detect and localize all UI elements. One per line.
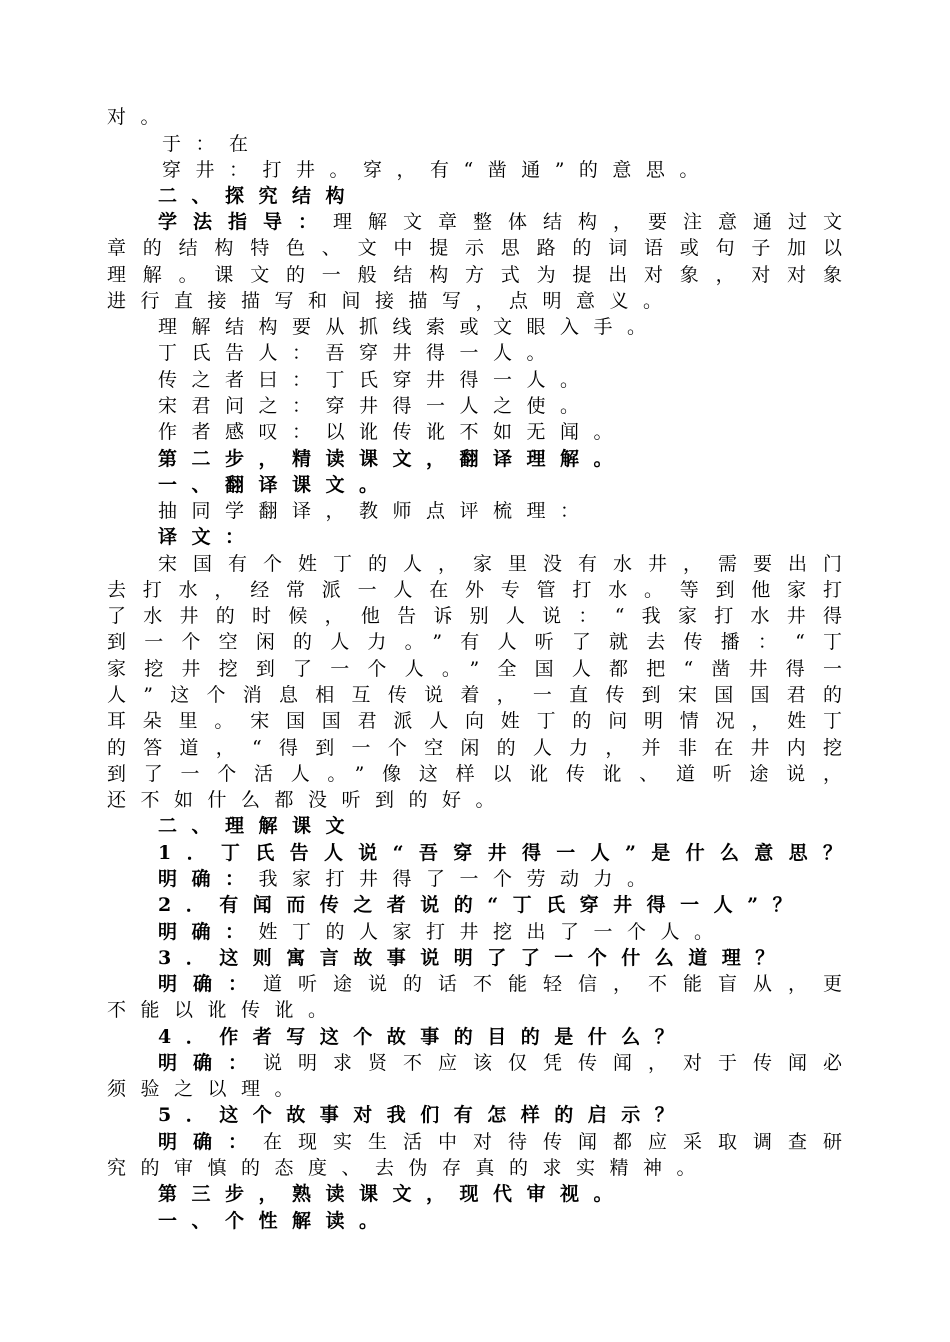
text-line: 还不如什么都没听到的好。 xyxy=(107,789,510,811)
text-line: 抽同学翻译，教师点评梳理： xyxy=(158,500,594,522)
answer-label: 明确： xyxy=(158,1052,263,1074)
answer-label: 明确： xyxy=(158,921,259,943)
answer-label: 明确： xyxy=(158,1131,263,1153)
text-line: 丁氏告人：吾穿井得一人。 xyxy=(158,342,561,364)
text-line: 传之者曰：丁氏穿井得一人。 xyxy=(158,369,594,391)
text-line: 到一个空闲的人力。”有人听了就去传播：“丁 xyxy=(107,631,842,653)
text-line: 耳朵里。宋国国君派人向姓丁的问明情况，姓丁 xyxy=(107,710,842,732)
question: 4．作者写这个故事的目的是什么？ xyxy=(158,1026,689,1048)
text-line: 到了一个活人。”像这样以讹传讹、道听途说， xyxy=(107,763,842,785)
question: 5．这个故事对我们有怎样的启示？ xyxy=(158,1104,689,1126)
section-heading: 二、探究结构 xyxy=(158,185,360,207)
section-heading: 第三步，熟读课文，现代审视。 xyxy=(158,1183,628,1205)
text-line: 须验之以理。 xyxy=(107,1078,309,1100)
text-line: 穿井：打井。穿，有“凿通”的意思。 xyxy=(162,159,713,181)
text-line: 家挖井挖到了一个人。”全国人都把“凿井得一 xyxy=(107,658,842,680)
question: 3．这则寓言故事说明了了一个什么道理？ xyxy=(158,947,789,969)
section-heading: 第二步，精读课文，翻译理解。 xyxy=(158,448,628,470)
section-heading: 一、个性解读。 xyxy=(158,1210,393,1232)
question: 2．有闻而传之者说的“丁氏穿井得一人”？ xyxy=(158,894,807,916)
bold-label: 学法指导： xyxy=(158,211,333,233)
text-line: 对。 xyxy=(107,106,175,128)
text-line: 宋君问之：穿井得一人之使。 xyxy=(158,395,594,417)
answer-line: 明确：我家打井得了一个劳动力。 xyxy=(158,868,661,890)
answer-label: 明确： xyxy=(158,973,263,995)
text-line: 不能以讹传讹。 xyxy=(107,999,342,1021)
answer-line: 明确：姓丁的人家打井挖出了一个人。 xyxy=(158,921,728,943)
section-heading: 一、翻译课文。 xyxy=(158,474,393,496)
text-line: 章的结构特色、文中提示思路的词语或句子加以 xyxy=(107,237,842,259)
text-line: 理解。课文的一般结构方式为提出对象，对对象 xyxy=(107,264,842,286)
text-line: 究的审慎的态度、去伪存真的求实精神。 xyxy=(107,1157,711,1179)
section-heading: 译文： xyxy=(158,526,259,548)
answer-line: 明确：在现实生活中对待传闻都应采取调查研 xyxy=(158,1131,842,1153)
text-line: 作者感叹：以讹传讹不如无闻。 xyxy=(158,421,628,443)
section-heading: 二、理解课文 xyxy=(158,815,360,837)
text-line: 进行直接描写和间接描写，点明意义。 xyxy=(107,290,677,312)
answer-line: 明确：说明求贤不应该仅凭传闻，对于传闻必 xyxy=(158,1052,842,1074)
text-line: 于：在 xyxy=(162,133,263,155)
text-line: 理解结构要从抓线索或文眼入手。 xyxy=(158,316,661,338)
answer-label: 明确： xyxy=(158,868,259,890)
question: 1．丁氏告人说“吾穿井得一人”是什么意思？ xyxy=(158,842,842,864)
text-line: 人”这个消息相互传说着，一直传到宋国国君的 xyxy=(107,684,842,706)
text-line: 的答道，“得到一个空闲的人力，并非在井内挖 xyxy=(107,737,842,759)
text-line: 宋国有个姓丁的人，家里没有水井，需要出门 xyxy=(158,553,842,575)
text-line: 了水井的时候，他告诉别人说：“我家打水井得 xyxy=(107,605,842,627)
text-line: 去打水，经常派一人在外专管打水。等到他家打 xyxy=(107,579,842,601)
answer-line: 明确：道听途说的话不能轻信，不能盲从，更 xyxy=(158,973,842,995)
text-line: 学法指导：理解文章整体结构，要注意通过文 xyxy=(158,211,842,233)
